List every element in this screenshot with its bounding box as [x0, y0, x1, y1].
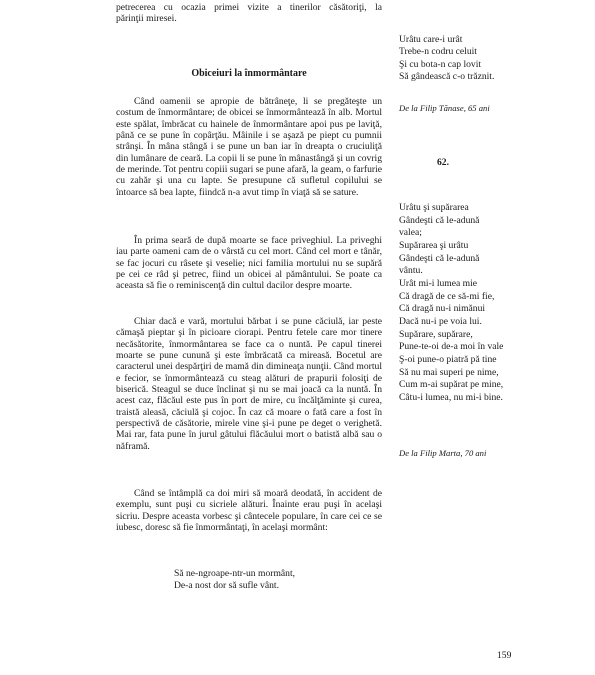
attribution-1: De la Filip Tănase, 65 ani [399, 103, 490, 113]
verse-line: Dacă nu-i pe voia lui. [399, 315, 482, 327]
paragraph-4: Când se întâmplă ca doi miri să moară deodată, în accident de exemplu, sunt puşi cu sicriele alături. Înainte erau puşi în acelaşi sicriu. Despre aceasta vorbesc şi cântecele populare, în care cei ce se iubesc, doresc să fie înmormântaţi, în acelaşi mormânt: [116, 488, 382, 534]
verse-line: Gândeşti că le-adună [399, 252, 480, 264]
verse-line: Cum m-ai supărat pe mine, [399, 379, 504, 391]
top-line-1: petrecerea cu ocazia primei vizite a tinerilor căsătoriţi, la [116, 2, 382, 13]
verse-line: vântu. [399, 265, 423, 277]
attribution-2: De la Filip Marta, 70 ani [399, 448, 487, 458]
verse-line: De-a nost dor să sufle vânt. [174, 580, 279, 591]
paragraph-1: Când oamenii se apropie de bătrâneţe, li se pregăteşte un costum de înmormântare; de obicei se înmormântează în alb. Mortul este spălat, îmbrăcat cu hainele de înmormântare apoi pus pe laviţă, până ce se pune în copârţău. Mâinile i se aşază pe piept cu pumnii strânşi. În mâna stângă i se pune un ban iar în dreapta o cruciuliţă din lumânare de ceară. La copii li se pune în mânastângă şi un covrig de merinde. Tot pentru copiii sugari se pune afară, la geam, o farfurie cu zahăr şi una cu lapte. Se presupune că sufletul copilului se întoarce să bea lapte, fiindcă n-a avut timp în viaţă să se sature. [116, 96, 382, 198]
top-continuation [116, 2, 382, 25]
section-heading: Obiceiuri la înmormântare [191, 68, 307, 79]
verse-line: Ş-oi pune-o piatră pă tine [399, 353, 497, 365]
verse-line: Urâtu şi supărarea [399, 202, 469, 213]
verse-line: Trebe-n codru celuit [399, 46, 477, 58]
verse-line: valea; [399, 227, 422, 239]
verse-line: Că dragă de ce să-mi fie, [399, 290, 495, 302]
verse-block-2 [399, 202, 503, 405]
verse-line: Că dragă nu-i nimănui [399, 303, 486, 315]
song-number: 62. [437, 157, 449, 168]
verse-quote [174, 568, 295, 592]
verse-line: Urât mi-i lumea mie [399, 277, 478, 289]
verse-line: Câtu-i lumea, nu mi-i bine. [399, 391, 503, 403]
verse-line: Şi cu bota-n cap lovit [399, 58, 482, 70]
verse-line: Să ne-ngroape-ntr-un mormânt, [174, 568, 296, 579]
page-number: 159 [497, 650, 512, 661]
verse-block-1 [399, 34, 494, 83]
verse-line: Urâtu care-i urât [399, 34, 463, 45]
verse-line: Supărare, supărare, [399, 328, 473, 340]
verse-line: Supărarea şi urâtu [399, 239, 469, 251]
verse-line: Să nu mai superi pe nime, [399, 366, 499, 378]
paragraph-2: În prima seară de după moarte se face priveghiul. La priveghi iau parte oameni cam de o vârstă cu cel mort. Când cel mort e tânăr, se fac jocuri cu râsete şi veselie; nici familia mortului nu se supără pe cei ce râd şi petrec, fiind un obicei al pământului. Se poate ca aceasta să fie o reminiscenţă din cultul dacilor despre moarte. [116, 235, 382, 292]
paragraph-3: Chiar dacă e vară, mortului bărbat i se pune căciulă, iar peste cămaşă pieptar şi în picioare ciorapi. Pentru fetele care mor tinere necăsătorite, înmormântarea se face ca o nuntă. Pe capul tinerei moarte se pune cunună şi este îmbrăcată ca mireasă. Bocetul are caracterul unei despărţiri de mamă din dimineaţa nunţii. Când mortul e fecior, se înmormântează cu steag alături de prapurii folosiţi de biserică. Steagul se duce înclinat şi nu se mai joacă ca la nuntă. În acest caz, flăcăul este pus în port de mire, cu încălţăminte şi curea, traistă aleasă, căciulă şi cojoc. În caz că moare o fată care a fost în perspectivă de căsătorie, mirele vine şi-i pune pe deget o verighetă. Mai rar, fata pune în jurul gâtului flăcăului mort o batistă albă sau o năframă. [116, 316, 382, 452]
verse-line: Să gândească c-o trăznit. [399, 70, 495, 82]
top-line-2: părinţii miresei. [116, 13, 177, 25]
verse-line: Pune-te-oi de-a moi în vale [399, 341, 504, 353]
verse-line: Gândeşti că le-adună [399, 214, 480, 226]
